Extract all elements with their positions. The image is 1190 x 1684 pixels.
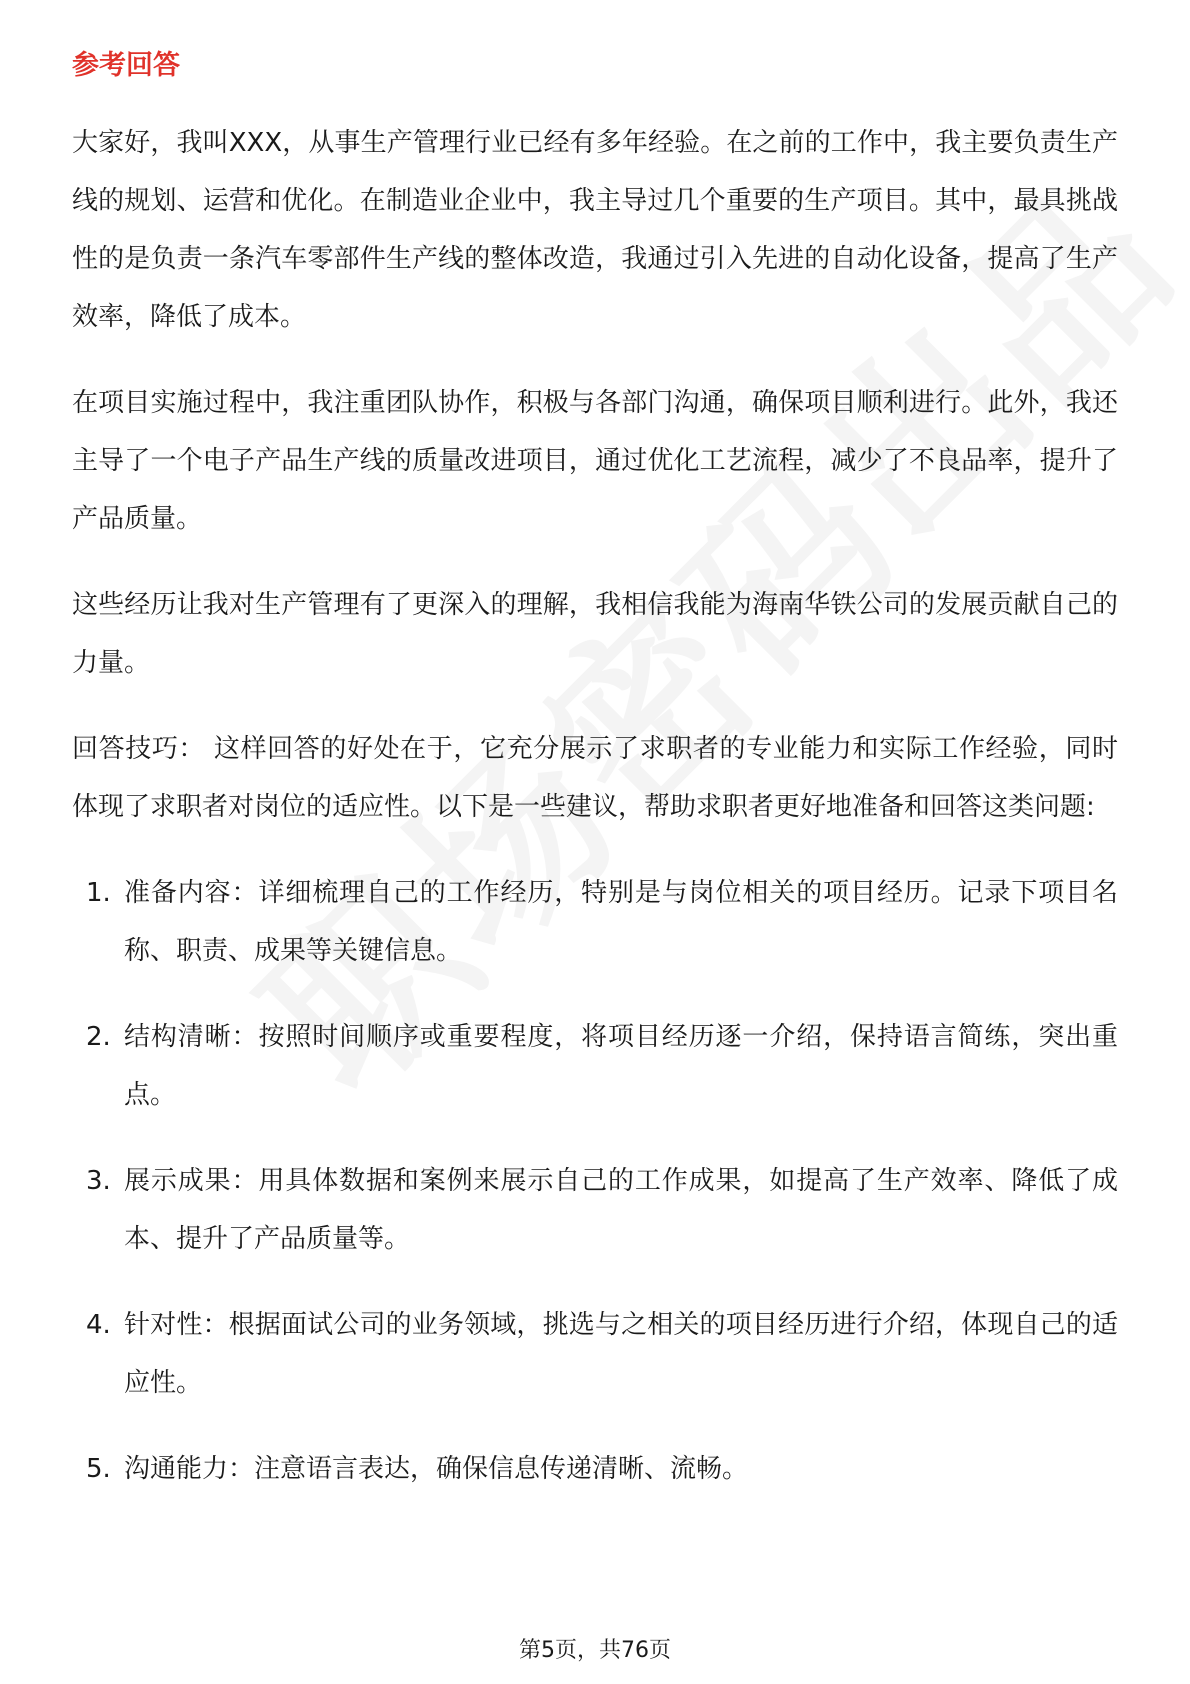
list-item: [72, 1152, 1118, 1268]
content-body: [72, 46, 1118, 1526]
answer-paragraph-3: 这些经历让我对生产管理有了更深入的理解，我相信我能为海南华铁公司的发展贡献自己的力量。: [72, 590, 1118, 678]
section-title: 参考回答: [72, 50, 180, 81]
answer-paragraph-1: 大家好，我叫XXX，从事生产管理行业已经有多年经验。在之前的工作中，我主要负责生产线的规划、运营和优化。在制造业企业中，我主导过几个重要的生产项目。其中，最具挑战性的是负责一条汽车零部件生产线的整体改造，我通过引入先进的自动化设备，提高了生产效率，降低了成本。: [72, 128, 1118, 332]
tips-intro-paragraph: 回答技巧： 这样回答的好处在于，它充分展示了求职者的专业能力和实际工作经验，同时体现了求职者对岗位的适应性。以下是一些建议，帮助求职者更好地准备和回答这类问题:: [72, 734, 1118, 822]
list-item: [72, 1008, 1118, 1124]
list-item-number: 3.: [86, 1166, 111, 1196]
page-number-footer: 第5页，共76页: [519, 1638, 671, 1663]
list-item-text: 准备内容：详细梳理自己的工作经历，特别是与岗位相关的项目经历。记录下项目名称、职责、成果等关键信息。: [124, 878, 1118, 966]
answer-paragraph-2: 在项目实施过程中，我注重团队协作，积极与各部门沟通，确保项目顺利进行。此外，我还主导了一个电子产品生产线的质量改进项目，通过优化工艺流程，减少了不良品率，提升了产品质量。: [72, 388, 1118, 534]
list-item-text: 针对性：根据面试公司的业务领域，挑选与之相关的项目经历进行介绍，体现自己的适应性。: [124, 1310, 1118, 1398]
list-item-number: 2.: [86, 1022, 111, 1052]
list-item-number: 1.: [86, 878, 111, 908]
tips-list: [72, 864, 1118, 1498]
list-item-text: 结构清晰：按照时间顺序或重要程度，将项目经历逐一介绍，保持语言简练，突出重点。: [124, 1022, 1118, 1110]
list-item-text: 展示成果：用具体数据和案例来展示自己的工作成果，如提高了生产效率、降低了成本、提升了产品质量等。: [124, 1166, 1118, 1254]
list-item: [72, 1440, 1118, 1498]
list-item-number: 5.: [86, 1454, 111, 1484]
list-item: [72, 864, 1118, 980]
list-item: [72, 1296, 1118, 1412]
list-item-number: 4.: [86, 1310, 111, 1340]
list-item-text: 沟通能力：注意语言表达，确保信息传递清晰、流畅。: [124, 1454, 749, 1484]
